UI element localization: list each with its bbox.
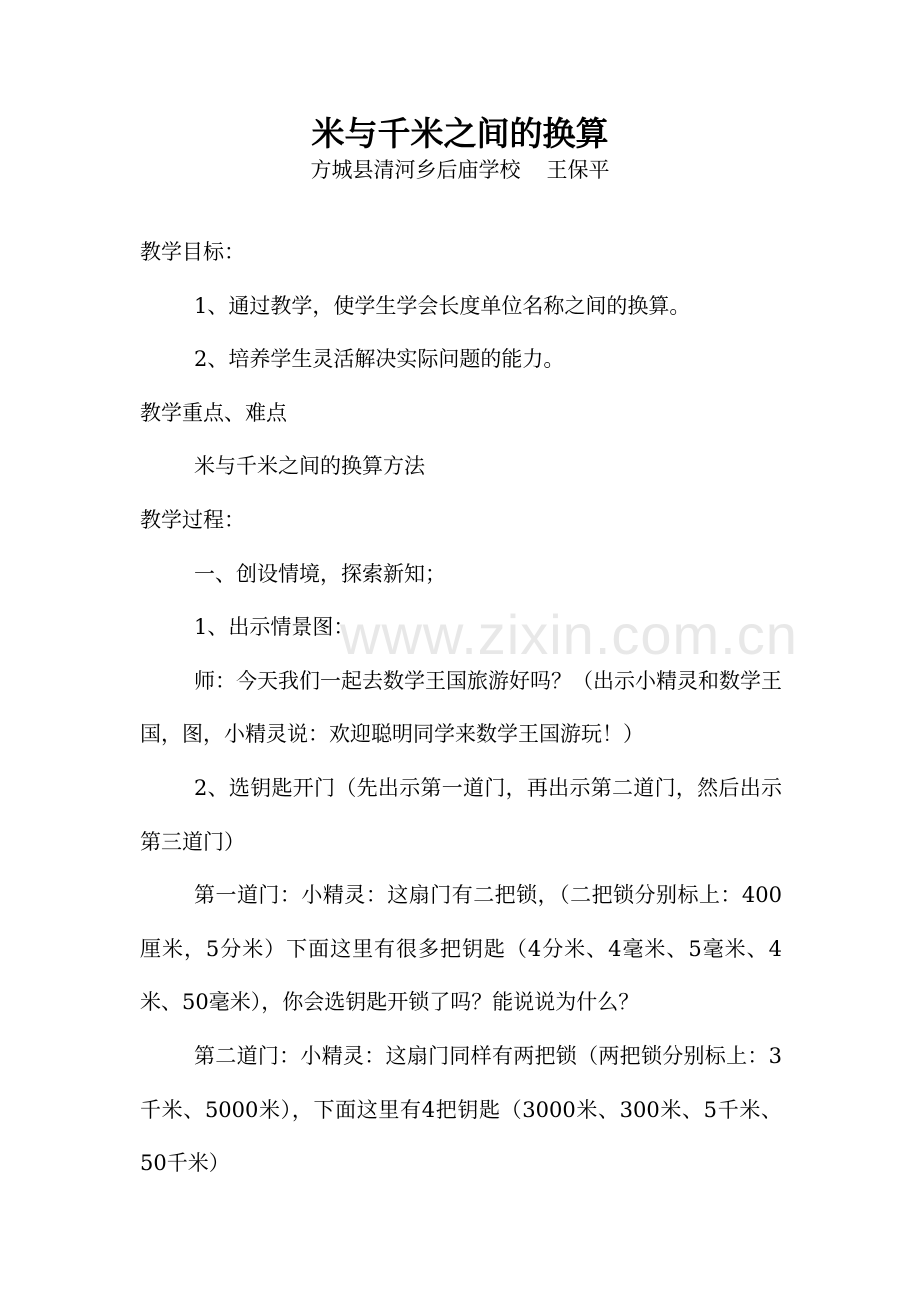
objective-item: 1、通过教学，使学生学会长度单位名称之间的换算。 — [194, 293, 691, 318]
process-paragraph: 师：今天我们一起去数学王国旅游好吗？（出示小精灵和数学王国，图，小精灵说：欢迎聪明同学来数学王国游玩！） — [140, 668, 782, 747]
process-step: 1、出示情景图： — [194, 615, 355, 640]
key-point-text: 米与千米之间的换算方法 — [194, 454, 425, 479]
process-step-heading: 一、创设情境，探索新知； — [194, 561, 446, 586]
author-name: 王保平 — [546, 158, 610, 182]
process-paragraph: 2、选钥匙开门（先出示第一道门，再出示第二道门，然后出示第三道门） — [140, 775, 782, 854]
author-school: 方城县清河乡后庙学校 — [310, 158, 521, 182]
watermark: www.zixin.com.cn — [340, 603, 798, 666]
objective-item: 2、培养学生灵活解决实际问题的能力。 — [194, 347, 565, 372]
document-body — [140, 226, 782, 1191]
process-paragraph: 第二道门：小精灵：这扇门同样有两把锁（两把锁分别标上：3千米、5000米），下面这里有4把钥匙（3000米、300米、5千米、50千米） — [140, 1043, 782, 1176]
section-heading-process: 教学过程： — [140, 507, 245, 532]
process-paragraph: 第一道门：小精灵：这扇门有二把锁，（二把锁分别标上：400厘米，5分米）下面这里有很多把钥匙（4分米、4毫米、5毫米、4米、50毫米），你会选钥匙开锁了吗？能说说为什么？ — [140, 883, 782, 1015]
section-heading-objectives: 教学目标： — [140, 240, 245, 264]
document-byline — [0, 155, 920, 185]
section-heading-key-points: 教学重点、难点 — [140, 400, 287, 425]
document-title: 米与千米之间的换算 — [311, 114, 609, 153]
